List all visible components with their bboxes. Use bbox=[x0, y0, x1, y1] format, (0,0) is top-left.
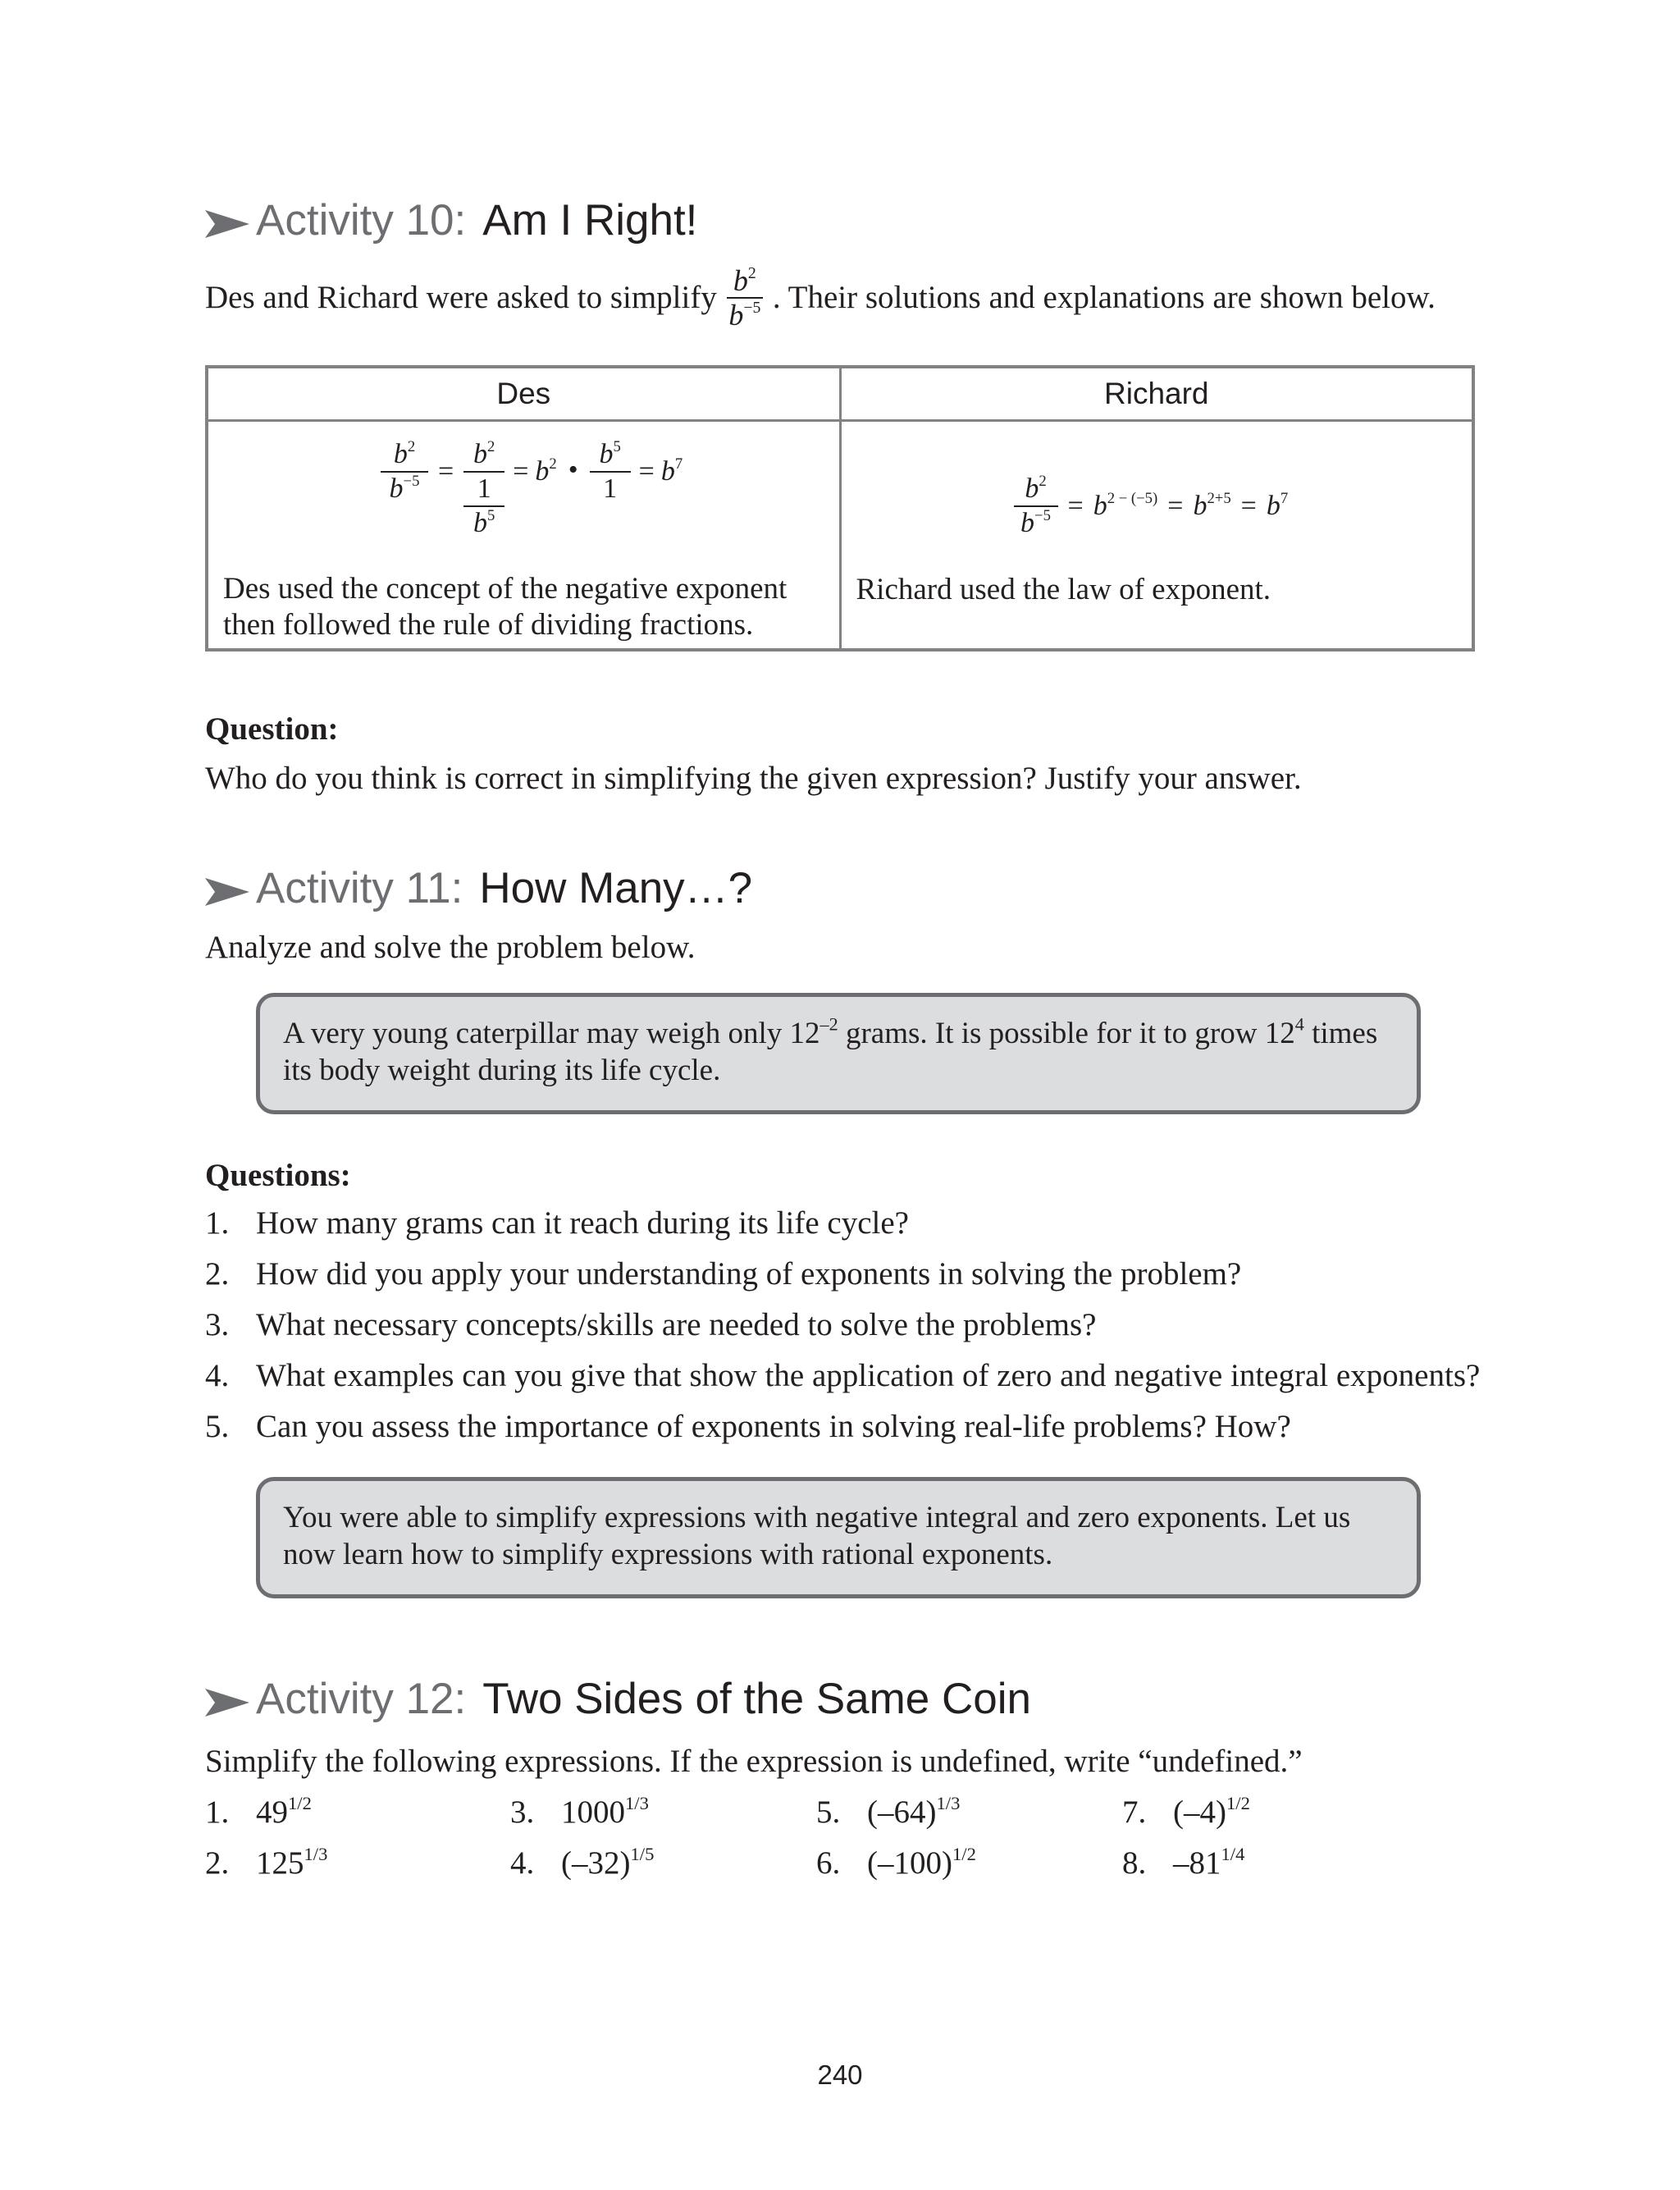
richard-explanation: Richard used the law of exponent. bbox=[856, 573, 1271, 606]
exercise-item: 8. $-81^{1/4}$ bbox=[1122, 1844, 1245, 1881]
activity-11-name: How Many…? bbox=[479, 864, 753, 912]
activity-12-title bbox=[205, 1674, 1031, 1731]
richard-math: $\frac{b^2}{b^{-5}}$ = $b^{2 - (-5)}$ = $b^{2+5}$ = $b^7$ bbox=[1014, 473, 1289, 540]
list-item: 1. How many grams can it reach during its life cycle? bbox=[205, 1205, 909, 1241]
exercise-item: 2. $125^{1/3}$ bbox=[205, 1844, 328, 1881]
activity-12-intro: Simplify the following expressions. If the expression is undefined, write “undefined.” bbox=[205, 1744, 1303, 1779]
activity-11-intro: Analyze and solve the problem below. bbox=[205, 930, 696, 965]
list-item: 2. How did you apply your understanding of exponents in solving the problem? bbox=[205, 1256, 1242, 1292]
des-math: $\frac{b^2}{b^{-5}}$ = $b^2$ 1 $b^5$ = $b^2$ • $\frac{b^5}{1}$ = $b^7$ bbox=[381, 438, 682, 540]
exercise-item: 4. $(-32)^{1/5}$ bbox=[510, 1844, 655, 1881]
exercise-item: 5. $(-64)^{1/3}$ bbox=[816, 1793, 961, 1830]
des-explanation: Des used the concept of the negative exponent then followed the rule of dividing fractions. bbox=[223, 572, 788, 642]
page-number: 240 bbox=[817, 2060, 863, 2090]
exercise-item: 3. $1000^{1/3}$ bbox=[510, 1793, 649, 1830]
table-header-des: Des bbox=[207, 367, 840, 421]
intro-text-after: . Their solutions and explanations are shown below. bbox=[772, 280, 1436, 315]
questions-heading: Questions: bbox=[205, 1158, 351, 1193]
caterpillar-problem-box: A very young caterpillar may weigh only $12^{-2}$ grams. It is possible for it to grow $12^4$ times its body weight during its life cycle. bbox=[256, 993, 1421, 1114]
exercise-item: 7. $(-4)^{1/2}$ bbox=[1122, 1793, 1250, 1830]
activity-10-name: Am I Right! bbox=[482, 196, 698, 245]
exercise-item: 1. $49^{1/2}$ bbox=[205, 1793, 312, 1830]
activity-11-title bbox=[205, 863, 752, 921]
activity-11-number: Activity 11: bbox=[256, 864, 463, 912]
question-text: Who do you think is correct in simplifying the given expression? Justify your answer. bbox=[205, 761, 1302, 796]
arrow-icon bbox=[205, 1689, 249, 1717]
activity-12-name: Two Sides of the Same Coin bbox=[482, 1675, 1032, 1723]
richard-solution-cell bbox=[840, 421, 1473, 651]
exercise-item: 6. $(-100)^{1/2}$ bbox=[816, 1844, 976, 1881]
activity-10-intro bbox=[205, 264, 1436, 331]
activity-12-number: Activity 12: bbox=[256, 1675, 467, 1723]
arrow-icon bbox=[205, 210, 249, 238]
activity-10-title bbox=[205, 195, 697, 253]
question-heading: Question: bbox=[205, 711, 339, 747]
questions-list bbox=[205, 1205, 1480, 1459]
des-solution-cell bbox=[207, 421, 840, 651]
arrow-icon bbox=[205, 878, 249, 906]
solutions-table bbox=[205, 365, 1475, 652]
intro-text-before: Des and Richard were asked to simplify bbox=[205, 280, 717, 315]
list-item: 4. What examples can you give that show the application of zero and negative integral exponents? bbox=[205, 1358, 1481, 1393]
activity-10-number: Activity 10: bbox=[256, 196, 467, 245]
table-header-richard: Richard bbox=[840, 367, 1473, 421]
transition-note-box: You were able to simplify expressions with negative integral and zero exponents. Let us now learn how to simplify expressions with rational exponents. bbox=[256, 1477, 1421, 1598]
intro-fraction: $\frac{b^2}{b^{-5}}$ bbox=[727, 264, 763, 331]
list-item: 5. Can you assess the importance of exponents in solving real-life problems? How? bbox=[205, 1409, 1291, 1444]
list-item: 3. What necessary concepts/skills are needed to solve the problems? bbox=[205, 1307, 1097, 1342]
